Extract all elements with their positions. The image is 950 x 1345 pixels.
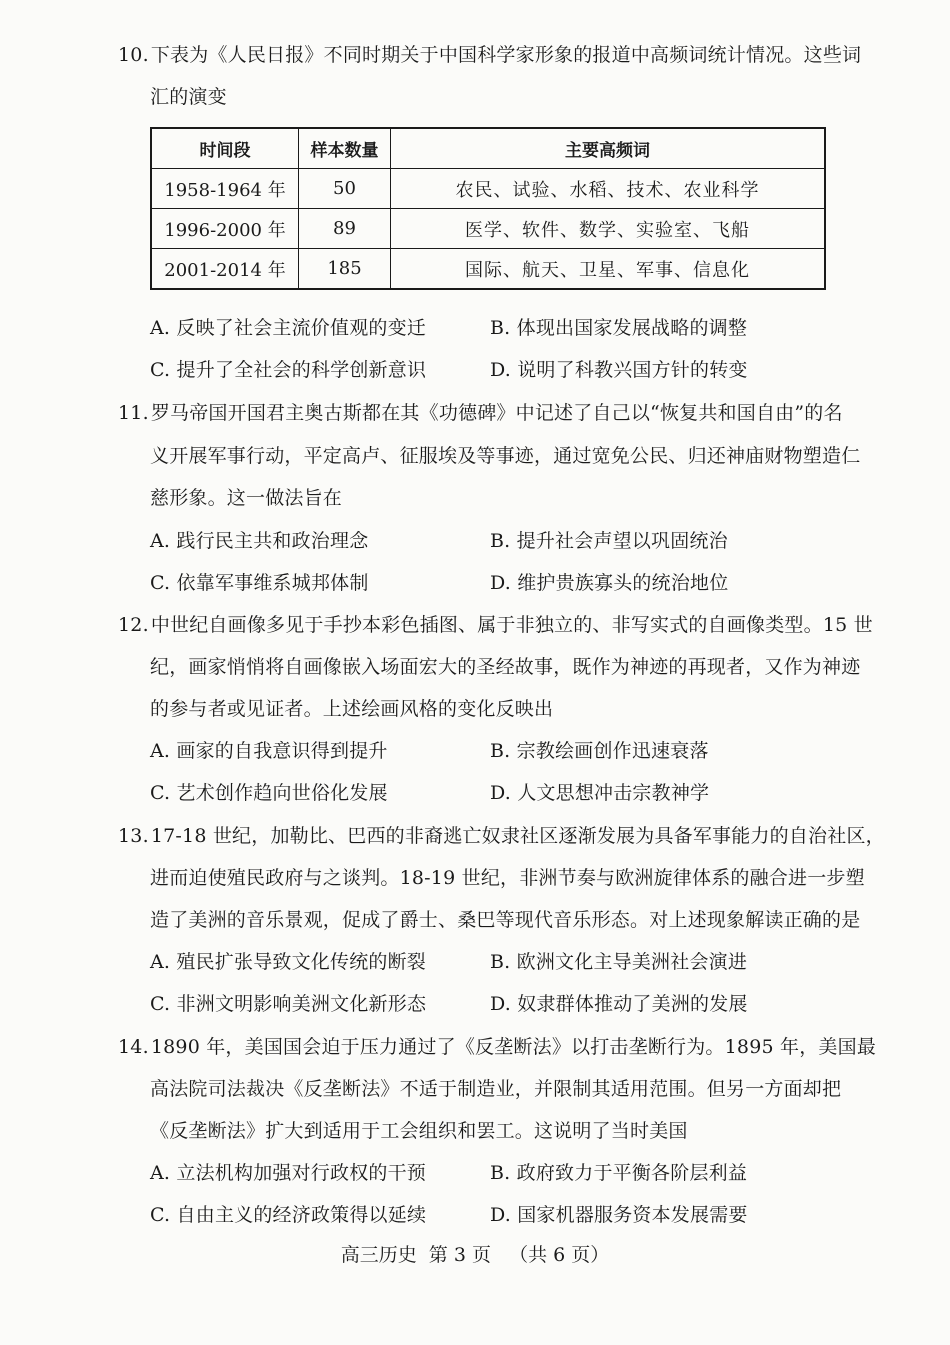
question-13-stem-line-2: 进而迫使殖民政府与之谈判。18-19 世纪，非洲节奏与欧洲旋律体系的融合进一步塑 <box>150 867 865 889</box>
question-12-option-b: B. 宗教绘画创作迅速衰落 <box>490 740 709 762</box>
question-13-option-a: A. 殖民扩张导致文化传统的断裂 <box>150 951 427 973</box>
question-11-option-b: B. 提升社会声望以巩固统治 <box>490 530 728 552</box>
question-11-stem-line-2: 义开展军事行动，平定高卢、征服埃及等事迹，通过宽免公民、归还神庙财物塑造仁 <box>150 445 861 467</box>
question-14-option-b: B. 政府致力于平衡各阶层利益 <box>490 1162 748 1184</box>
question-12-option-c: C. 艺术创作趋向世俗化发展 <box>150 782 388 804</box>
question-11-number: 11. <box>118 402 149 424</box>
question-11-stem-line-3: 慈形象。这一做法旨在 <box>150 487 343 509</box>
question-10-option-c: C. 提升了全社会的科学创新意识 <box>150 359 427 381</box>
question-13-option-c: C. 非洲文明影响美洲文化新形态 <box>150 993 427 1015</box>
table-cell-keywords: 医学、软件、数学、实验室、飞船 <box>391 209 826 249</box>
table-header-keywords: 主要高频词 <box>391 128 826 169</box>
table-cell-count: 185 <box>299 249 391 290</box>
table-cell-count: 89 <box>299 209 391 249</box>
table-header-row <box>151 128 825 169</box>
table-row <box>151 209 825 249</box>
table-row <box>151 249 825 290</box>
question-12-option-d: D. 人文思想冲击宗教神学 <box>490 782 710 804</box>
question-14-stem-line-2: 高法院司法裁决《反垄断法》不适于制造业，并限制其适用范围。但另一方面却把 <box>150 1078 842 1100</box>
question-12-number: 12. <box>118 614 149 636</box>
question-14-stem-line-1: 14. 1890 年，美国国会迫于压力通过了《反垄断法》以打击垄断行为。1895 年，美国最 <box>118 1036 877 1058</box>
question-12-option-a: A. 画家的自我意识得到提升 <box>150 740 388 762</box>
question-11-option-c: C. 依靠军事维系城邦体制 <box>150 572 369 594</box>
question-12-stem-line-2: 纪，画家悄悄将自画像嵌入场面宏大的圣经故事，既作为神迹的再现者，又作为神迹 <box>150 656 861 678</box>
question-14-stem-line-3: 《反垄断法》扩大到适用于工会组织和罢工。这说明了当时美国 <box>150 1120 688 1142</box>
question-13-option-d: D. 奴隶群体推动了美洲的发展 <box>490 993 748 1015</box>
table-cell-period: 1958-1964 年 <box>151 169 299 209</box>
question-10-stem-line-2: 汇的演变 <box>150 86 227 108</box>
question-13-stem-line-1: 13. 17-18 世纪，加勒比、巴西的非裔逃亡奴隶社区逐渐发展为具备军事能力的自治社区， <box>118 825 885 847</box>
frequency-table <box>150 127 826 290</box>
question-10-option-a: A. 反映了社会主流价值观的变迁 <box>150 317 427 339</box>
question-10-option-b: B. 体现出国家发展战略的调整 <box>490 317 748 339</box>
table-cell-count: 50 <box>299 169 391 209</box>
table-header-sample-count: 样本数量 <box>299 128 391 169</box>
table-cell-period: 1996-2000 年 <box>151 209 299 249</box>
question-14-option-d: D. 国家机器服务资本发展需要 <box>490 1204 748 1226</box>
question-13-stem-line-3: 造了美洲的音乐景观，促成了爵士、桑巴等现代音乐形态。对上述现象解读正确的是 <box>150 909 861 931</box>
question-11-stem-line-1: 11. 罗马帝国开国君主奥古斯都在其《功德碑》中记述了自己以“恢复共和国自由”的名 <box>118 402 843 424</box>
table-row <box>151 169 825 209</box>
table-header-period: 时间段 <box>151 128 299 169</box>
question-10-number: 10. <box>118 44 149 66</box>
question-11-option-d: D. 维护贵族寡头的统治地位 <box>490 572 729 594</box>
question-14-option-c: C. 自由主义的经济政策得以延续 <box>150 1204 427 1226</box>
question-12-stem-line-1: 12. 中世纪自画像多见于手抄本彩色插图、属于非独立的、非写实式的自画像类型。15 世 <box>118 614 873 636</box>
page-footer: 高三历史 第 3 页 （共 6 页） <box>340 1244 610 1266</box>
question-12-stem-line-3: 的参与者或见证者。上述绘画风格的变化反映出 <box>150 698 554 720</box>
table-cell-keywords: 农民、试验、水稻、技术、农业科学 <box>391 169 826 209</box>
table-cell-keywords: 国际、航天、卫星、军事、信息化 <box>391 249 826 290</box>
question-11-option-a: A. 践行民主共和政治理念 <box>150 530 369 552</box>
question-14-number: 14. <box>118 1036 149 1058</box>
question-13-option-b: B. 欧洲文化主导美洲社会演进 <box>490 951 748 973</box>
question-13-number: 13. <box>118 825 149 847</box>
question-10-option-d: D. 说明了科教兴国方针的转变 <box>490 359 748 381</box>
table-cell-period: 2001-2014 年 <box>151 249 299 290</box>
question-10-stem-line-1: 10. 下表为《人民日报》不同时期关于中国科学家形象的报道中高频词统计情况。这些词 <box>118 44 862 66</box>
question-14-option-a: A. 立法机构加强对行政权的干预 <box>150 1162 427 1184</box>
